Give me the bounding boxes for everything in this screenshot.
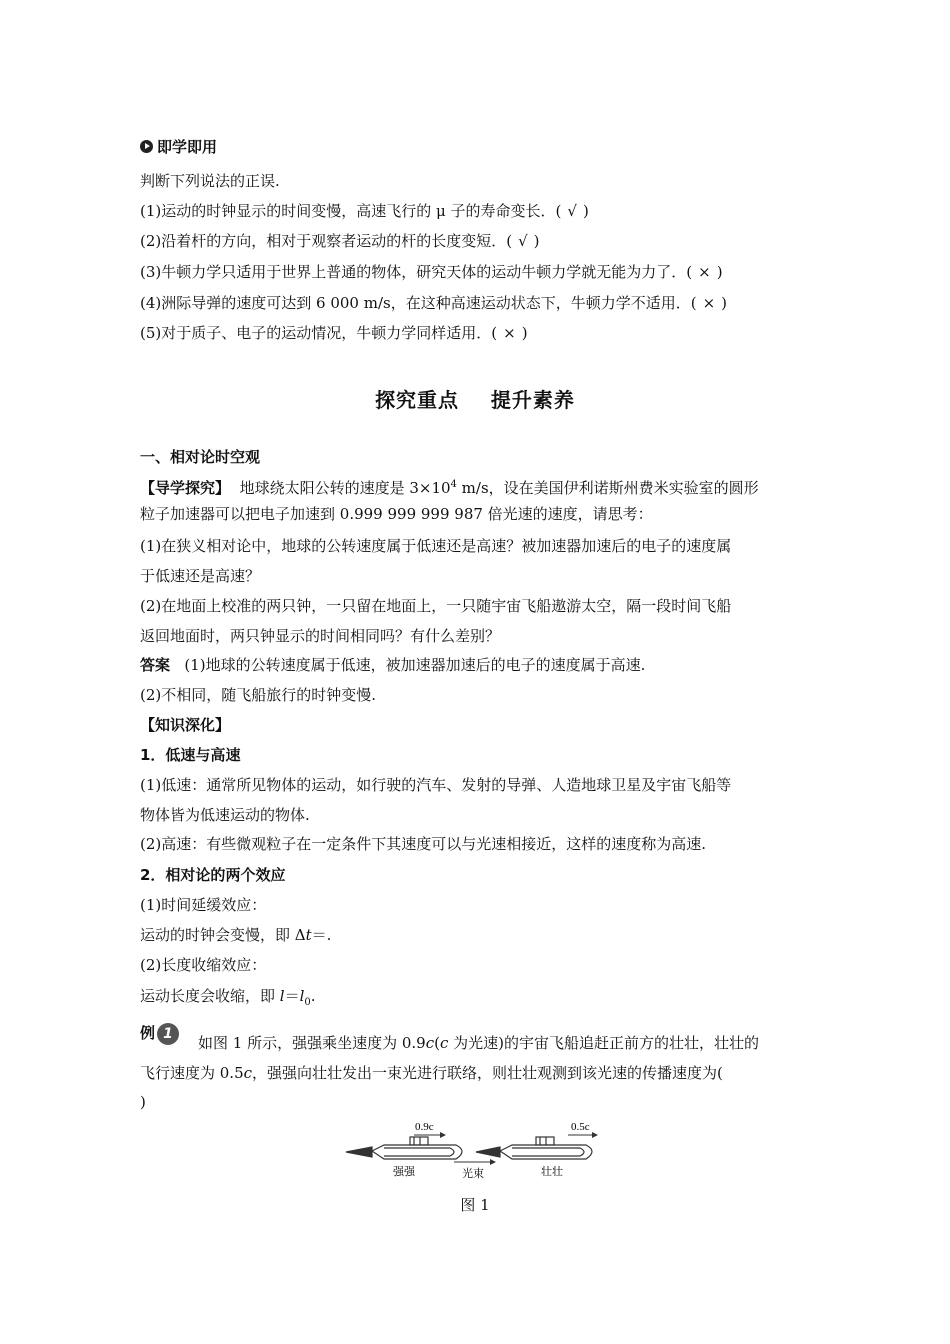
example-badge: 例 1 xyxy=(140,1022,179,1045)
k2-text: 运动长度会收缩，即 $l=l_0$. xyxy=(140,987,316,1008)
k1-text: 物体皆为低速运动的物体. xyxy=(140,806,310,824)
spaceship-left xyxy=(346,1137,462,1159)
k2-text: 运动的时钟会变慢，即 Δt＝. xyxy=(140,926,332,944)
guide-label: 【导学探究】 xyxy=(140,479,231,497)
quick-item: (1)运动的时钟显示的时间变慢，高速飞行的 μ 子的寿命变长．( √ ) xyxy=(140,202,589,220)
example-text: 飞行速度为 0.5c，强强向壮壮发出一束光进行联络，则壮壮观测到该光速的传播速度为( xyxy=(140,1064,723,1082)
figure-caption: 图 1 xyxy=(460,1196,490,1214)
example-text: 如图 1 所示，强强乘坐速度为 0.9c(c 为光速)的宇宙飞船追赶正前方的壮壮，壮壮的 xyxy=(198,1034,760,1052)
quick-item: (2)沿着杆的方向，相对于观察者运动的杆的长度变短．( √ ) xyxy=(140,232,540,250)
name-right: 壮壮 xyxy=(541,1165,563,1178)
k1-text: (2)高速：有些微观粒子在一定条件下其速度可以与光速相接近，这样的速度称为高速. xyxy=(140,835,707,853)
k1-text: (1)低速：通常所见物体的运动，如行驶的汽车、发射的导弹、人造地球卫星及宇宙飞船等 xyxy=(140,776,732,794)
question-line: (2)在地面上校准的两只钟，一只留在地面上，一只随宇宙飞船遨游太空，隔一段时间飞船 xyxy=(140,597,732,615)
k1-heading: 1．低速与高速 xyxy=(140,746,241,764)
check-mark: √ xyxy=(518,232,528,250)
beam-label: 光束 xyxy=(462,1167,484,1180)
k2-text: (1)时间延缓效应： xyxy=(140,896,267,914)
cross-mark: × xyxy=(698,263,711,281)
answer-line: 答案 (1)地球的公转速度属于低速，被加速器加速后的电子的速度属于高速. xyxy=(140,656,646,674)
example-number: 1 xyxy=(157,1023,179,1045)
guide-line: 粒子加速器可以把电子加速到 0.999 999 999 987 倍光速的速度，请思考： xyxy=(140,505,653,523)
question-line: 返回地面时，两只钟显示的时间相同吗？有什么差别？ xyxy=(140,627,501,645)
play-circle-icon xyxy=(140,140,153,153)
quick-item: (4)洲际导弹的速度可达到 6 000 m/s，在这种高速运动状态下，牛顿力学不适用．( × ) xyxy=(140,294,727,312)
example-text: ) xyxy=(140,1093,146,1111)
speed-left: 0.9c xyxy=(415,1121,434,1133)
knowledge-label: 【知识深化】 xyxy=(140,716,231,734)
section-title: 探究重点 提升素养 xyxy=(375,388,575,412)
speed-right: 0.5c xyxy=(571,1121,590,1133)
question-line: 于低速还是高速？ xyxy=(140,567,261,585)
quick-item: (5)对于质子、电子的运动情况，牛顿力学同样适用．( × ) xyxy=(140,324,528,342)
cross-mark: × xyxy=(702,294,716,312)
quick-intro: 判断下列说法的正误. xyxy=(140,172,280,190)
spaceship-right xyxy=(476,1137,592,1159)
check-mark: √ xyxy=(567,202,577,220)
answer-label: 答案 xyxy=(140,656,171,674)
guide-line: 【导学探究】 地球绕太阳公转的速度是 $3\times 10^4$ m/s，设在美国伊利诺斯州费米实验室的圆形 xyxy=(140,479,759,497)
part-heading: 一、相对论时空观 xyxy=(140,448,261,466)
k2-heading: 2．相对论的两个效应 xyxy=(140,866,286,884)
name-left: 强强 xyxy=(393,1165,415,1178)
spaceship-figure xyxy=(0,1115,950,1195)
cross-mark: × xyxy=(503,324,516,342)
quick-item: (3)牛顿力学只适用于世界上普通的物体，研究天体的运动牛顿力学就无能为力了．( × ) xyxy=(140,263,723,281)
answer-line: (2)不相同，随飞船旅行的时钟变慢. xyxy=(140,686,377,704)
question-line: (1)在狭义相对论中，地球的公转速度属于低速还是高速？被加速器加速后的电子的速度属 xyxy=(140,537,732,555)
k2-text: (2)长度收缩效应： xyxy=(140,956,267,974)
quick-heading: 即学即用 xyxy=(140,136,217,158)
